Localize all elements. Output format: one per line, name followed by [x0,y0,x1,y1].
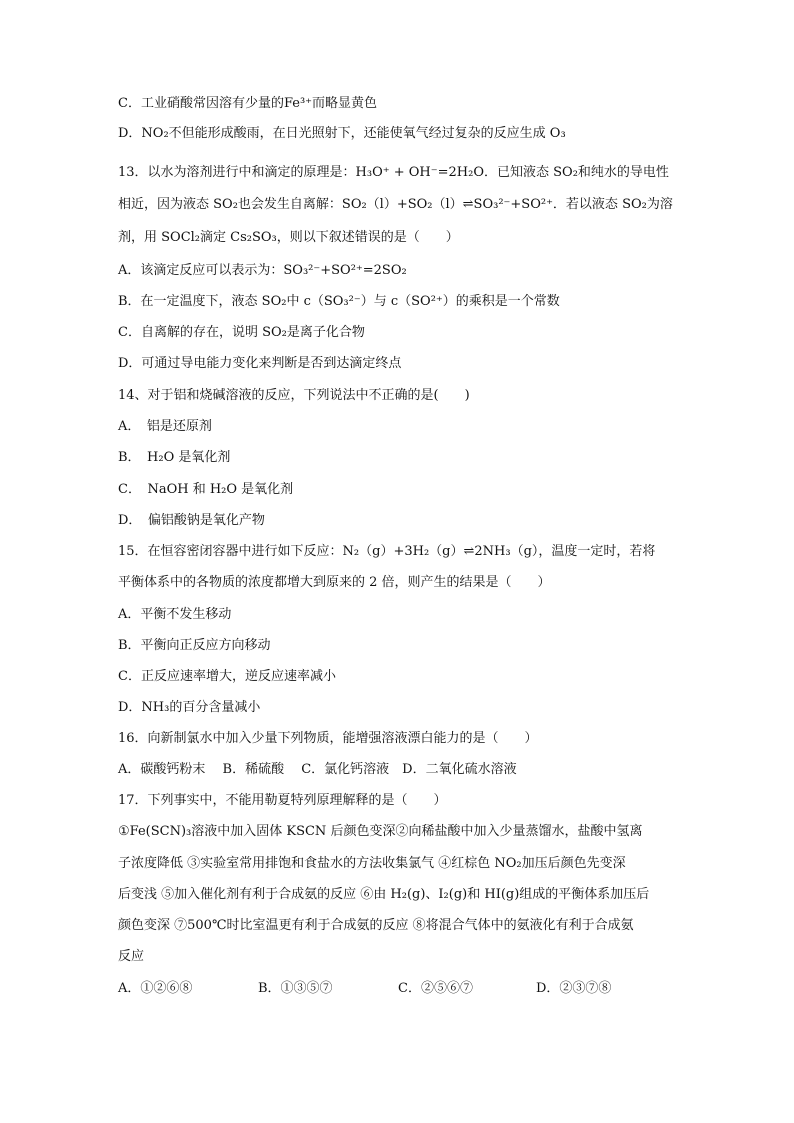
q15-option-d: D．NH₃的百分含量减小 [118,700,261,715]
q17-option-d: D．②③⑦⑧ [536,981,612,996]
q14-option-c: C． NaOH 和 H₂O 是氧化剂 [118,482,294,497]
q15-stem-line-2: 平衡体系中的各物质的浓度都增大到原来的 2 倍，则产生的结果是（ ） [118,575,551,590]
q14-option-a: A． 铝是还原剂 [118,419,212,434]
q13-stem-line-3: 剂，用 SOCl₂滴定 Cs₂SO₃，则以下叙述错误的是（ ） [118,230,459,245]
q14-stem: 14、对于铝和烧碱溶液的反应，下列说法中不正确的是( ) [118,388,470,403]
q17-option-b: B．①③⑤⑦ [258,981,333,996]
q15-option-a: A．平衡不发生移动 [118,607,232,622]
q17-option-a: A．①②⑥⑧ [118,981,193,996]
q15-stem-line-1: 15．在恒容密闭容器中进行如下反应：N₂（g）+3H₂（g）⇌2NH₃（g），温度一定时，若将 [118,544,656,559]
q13-stem-line-1: 13．以水为溶剂进行中和滴定的原理是：H₃O⁺ + OH⁻=2H₂O．已知液态 SO₂和纯水的导电性 [118,165,669,180]
q17-body-line-5: 反应 [118,949,145,964]
q17-body-line-2: 子浓度降低 ③实验室常用排饱和食盐水的方法收集氯气 ④红棕色 NO₂加压后颜色先变深 [118,856,626,871]
q13-option-a: A．该滴定反应可以表示为：SO₃²⁻+SO²⁺=2SO₂ [118,263,407,278]
q13-stem-line-2: 相近，因为液态 SO₂也会发生自离解：SO₂（l）+SO₂（l）⇌SO₃²⁻+SO²⁺．若以液态 SO₂为溶 [118,197,673,212]
q12-option-d: D．NO₂不但能形成酸雨，在日光照射下，还能使氧气经过复杂的反应生成 O₃ [118,126,566,141]
q13-option-c: C．自离解的存在，说明 SO₂是离子化合物 [118,325,365,340]
q14-option-b: B． H₂O 是氧化剂 [118,450,231,465]
q17-body-line-1: ①Fe(SCN)₃溶液中加入固体 KSCN 后颜色变深②向稀盐酸中加入少量蒸馏水，盐酸中氢离 [118,824,643,839]
q12-option-c: C．工业硝酸常因溶有少量的Fe³⁺而略显黄色 [118,96,378,111]
q17-option-c: C．②⑤⑥⑦ [398,981,473,996]
q15-option-b: B．平衡向正反应方向移动 [118,638,271,653]
q16-options: A．碳酸钙粉末 B．稀硫酸 C．氯化钙溶液 D．二氧化硫水溶液 [118,762,517,777]
q13-option-b: B．在一定温度下，液态 SO₂中 c（SO₃²⁻）与 c（SO²⁺）的乘积是一个常数 [118,294,560,309]
q17-stem: 17．下列事实中，不能用勒夏特列原理解释的是（ ） [118,793,447,808]
q17-body-line-4: 颜色变深 ⑦500℃时比室温更有利于合成氨的反应 ⑧将混合气体中的氨液化有利于合成氨 [118,918,634,933]
q13-option-d: D．可通过导电能力变化来判断是否到达滴定终点 [118,356,402,371]
q14-option-d: D． 偏铝酸钠是氧化产物 [118,513,265,528]
q15-option-c: C．正反应速率增大，逆反应速率减小 [118,669,336,684]
q16-stem: 16．向新制氯水中加入少量下列物质，能增强溶液漂白能力的是（ ） [118,731,538,746]
q17-body-line-3: 后变浅 ⑤加入催化剂有利于合成氨的反应 ⑥由 H₂(g)、I₂(g)和 HI(g)组成的平衡体系加压后 [118,887,650,902]
